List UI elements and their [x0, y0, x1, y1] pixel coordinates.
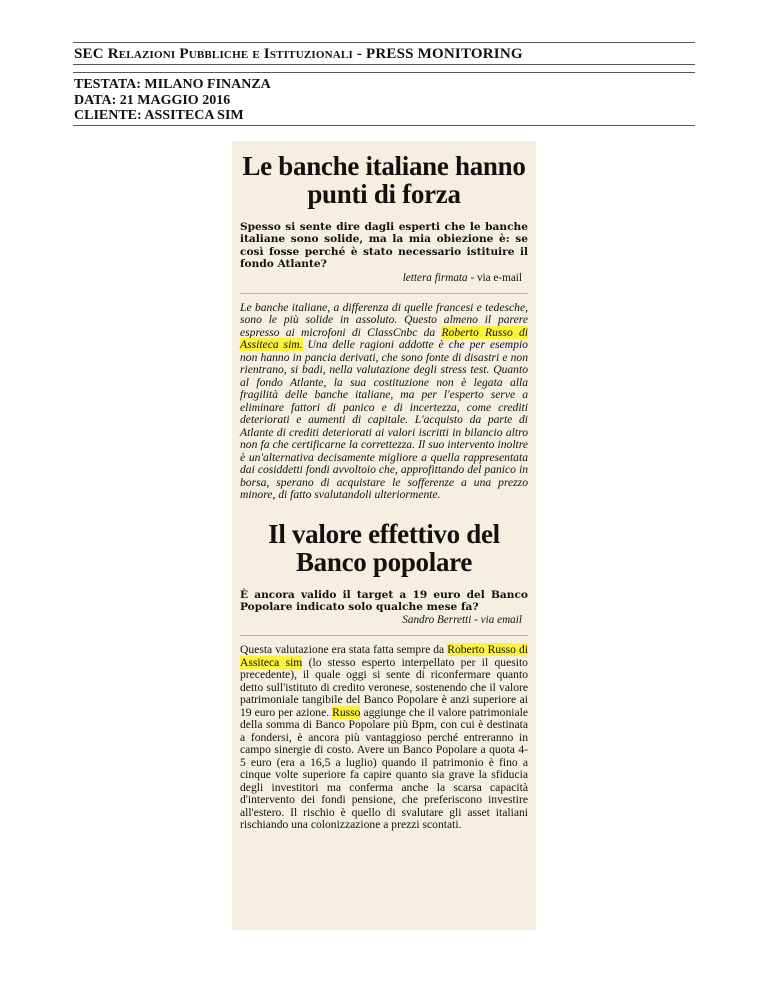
meta-data: DATA: 21 MAGGIO 2016 — [74, 92, 231, 108]
article2-answer: Questa valutazione era stata fatta sempre da Roberto Russo di Assiteca sim (lo stesso esperto interpellato per il quesito precedente), il quale oggi si sente di riconfermare quanto detto sull'istituto di credito veronese, sostenendo che il valore patrimoniale tangibile del Banco Popolare è anzi superiore ai 19 euro per azione. Russo aggiunge che il valore patrimoniale della somma di Banco Popolare più Bpm, con cui è destinata a fondersi, è ancora più vantaggioso perché entreranno in campo sinergie di costo. Avere un Banco Popolare a quota 4-5 euro (era a 16,5 a luglio) quando il patrimonio è fino a cinque volte superiore fa capire quanto sia grave la sfiducia degli investitori ma conferma anche la scarsa capacità d'intervento dei fondi pensione, che preferiscono investire all'estero. Il rischio è quello di svalutare gli asset italiani rischiando una colonizzazione a prezzi scontati. — [240, 643, 528, 832]
newspaper-clipping — [232, 141, 536, 930]
meta-cliente: CLIENTE: ASSITECA SIM — [74, 108, 244, 123]
article2-signature: Sandro Berretti - via email — [402, 614, 522, 627]
article2-question: È ancora valido il target a 19 euro del Banco Popolare indicato solo qualche mese fa? — [240, 588, 528, 614]
header-bottom-rule — [73, 125, 695, 126]
meta-testata: TESTATA: MILANO FINANZA — [74, 77, 271, 92]
header-meta — [74, 77, 271, 124]
article2-separator — [240, 635, 528, 636]
article1-signature: lettera firmata - via e-mail — [402, 271, 522, 284]
article1-answer: Le banche italiane, a differenza di quelle francesi e tedesche, sono le più solide in assoluto. Questo almeno il parere espresso ai microfoni di ClassCnbc da Roberto Russo di Assiteca sim. Una delle ragioni addotte è che per esempio non hanno in pancia derivati, che sono fonte di disastri e non rientrano, si badi, nella valutazione degli stress test. Quanto al fondo Atlante, la sua costituzione non è legata alla fragilità delle banche italiane, ma per l'esperto serve a eliminare fattori di panico e di incertezza, come crediti deteriorati e aumenti di capitale. L'acquisto da parte di Atlante di crediti deteriorati ai valori iscritti in bilancio altro non fa che certificarne la correttezza. Il suo intervento inoltre è un'alternativa decisamente migliore a quella rappresentata dai cosiddetti fondi avvoltoio che, approfittando del panico in borsa, sperano di acquistare le sofferenze a una prezzo minore, di fatto svalutandoli ulteriormente. — [240, 300, 528, 502]
header-rule-3 — [73, 72, 695, 73]
header-title: SEC Relazioni Pubbliche e Istituzionali - PRESS MONITORING — [74, 46, 523, 62]
article1-question: Spesso si sente dire dagli esperti che le banche italiane sono solide, ma la mia obiezione è: se così fosse perché è stato necessario istituire il fondo Atlante? — [240, 221, 528, 271]
highlight-roberto-russo: Roberto Russo di Assiteca sim. — [240, 325, 528, 352]
highlight-roberto-russo-2: Roberto Russo di Assiteca sim — [240, 643, 528, 669]
article2-headline: Il valore effettivo del Banco popolare — [268, 518, 500, 577]
article1-headline: Le banche italiane hanno punti di forza — [242, 151, 526, 209]
header-rule-2 — [73, 64, 695, 65]
header-top-rule — [73, 42, 695, 43]
highlight-russo: Russo — [332, 705, 361, 719]
article1-separator — [240, 293, 528, 294]
